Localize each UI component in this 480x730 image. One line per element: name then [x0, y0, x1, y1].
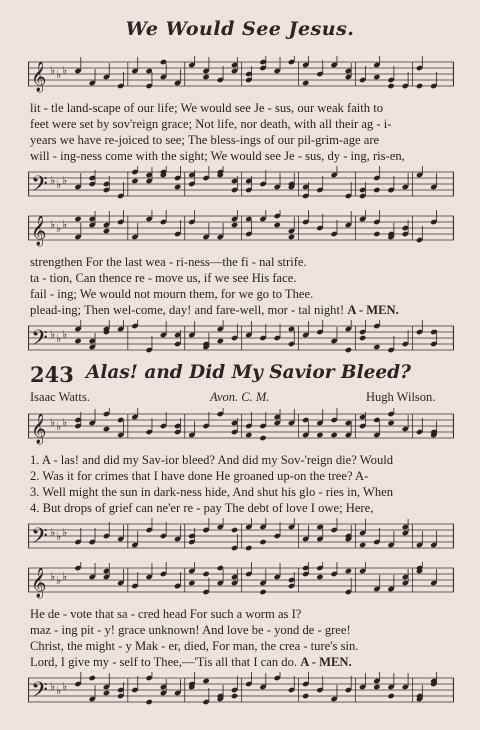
svg-text:𝄢: 𝄢	[31, 172, 48, 202]
svg-text:♭: ♭	[56, 68, 62, 81]
svg-text:𝄞: 𝄞	[31, 216, 47, 246]
svg-text:𝄢: 𝄢	[31, 678, 48, 708]
svg-text:♭: ♭	[62, 218, 68, 231]
lyric-line: 2. Was it for crimes that I have done He groaned up-on the tree? A-	[30, 469, 369, 483]
lyric-text: plead-ing; Then wel-come, day! and fare-well, mor - tal night!	[30, 303, 345, 317]
svg-text:♭: ♭	[50, 64, 56, 77]
svg-text:𝄢: 𝄢	[31, 326, 48, 356]
svg-text:♭: ♭	[50, 526, 56, 539]
lyric-line: maz - ing pit - y! grace unknown! And love be - yond de - gree!	[30, 623, 351, 637]
lyric-line: 4. But drops of grief can ne'er re - pay The debt of love I owe; Here,	[30, 501, 374, 515]
lyric-line: will - ing-ness come with the sight; We would see Je - sus, dy - ing, ris-en,	[30, 149, 405, 163]
svg-text:♭: ♭	[56, 178, 62, 191]
lyric-line: 3. Well might the sun in dark-ness hide, And shut his glo - ries in, When	[30, 485, 394, 499]
lyric-line: Christ, the might - y Mak - er, died, For man, the crea - ture's sin.	[30, 639, 359, 653]
svg-text:𝄞: 𝄞	[31, 568, 47, 598]
svg-text:♭: ♭	[56, 574, 62, 587]
svg-text:♭: ♭	[62, 570, 68, 583]
svg-text:♭: ♭	[50, 570, 56, 583]
lyric-line: lit - tle land-scape of our life; We would see Je - sus, our weak faith to	[30, 101, 384, 115]
svg-text:♭: ♭	[56, 420, 62, 433]
amen-label: A - MEN.	[347, 303, 399, 317]
svg-text:𝄞: 𝄞	[31, 62, 47, 92]
hymn-title: We Would See Jesus.	[125, 18, 355, 40]
lyric-line: 1. A - las! and did my Sav-ior bleed? And did my Sov-'reign die? Would	[30, 453, 394, 467]
svg-text:𝄢: 𝄢	[31, 524, 48, 554]
lyric-line: feet were set by sov'reign grace; Not life, nor death, with all their ag - i-	[30, 117, 392, 131]
lyric-line: fail - ing; We would not mourn them, for we go to Thee.	[30, 287, 314, 301]
lyric-line: He de - vote that sa - cred head For such a worm as I?	[30, 607, 302, 621]
bass-staff	[28, 320, 454, 356]
bass-staff	[28, 166, 454, 202]
svg-text:♭: ♭	[50, 328, 56, 341]
author: Isaac Watts.	[30, 390, 90, 404]
lyric-text: Lord, I give my - self to Thee,—'Tis all that I can do.	[30, 655, 298, 669]
svg-text:♭: ♭	[62, 680, 68, 693]
svg-text:♭: ♭	[62, 328, 68, 341]
svg-text:𝄞: 𝄞	[31, 414, 47, 444]
treble-staff	[28, 562, 454, 600]
svg-text:♭: ♭	[62, 526, 68, 539]
lyric-line: ta - tion, Can thence re - move us, if we see His face.	[30, 271, 297, 285]
hymn-title: Alas! and Did My Savior Bleed?	[86, 362, 411, 383]
svg-text:♭: ♭	[62, 416, 68, 429]
treble-staff	[28, 210, 454, 248]
svg-text:♭: ♭	[50, 416, 56, 429]
lyric-line	[30, 302, 452, 318]
lyric-line: years we have re-joiced to see; The bless-ings of our pil-grim-age are	[30, 133, 380, 147]
svg-text:♭: ♭	[50, 174, 56, 187]
composer: Hugh Wilson.	[366, 390, 436, 404]
svg-text:♭: ♭	[56, 222, 62, 235]
svg-text:♭: ♭	[50, 680, 56, 693]
lyric-line	[30, 654, 452, 670]
amen-label: A - MEN.	[300, 655, 352, 669]
lyric-line: strengthen For the last wea - ri-ness—the fi - nal strife.	[30, 255, 307, 269]
treble-staff	[28, 408, 454, 446]
svg-text:♭: ♭	[56, 332, 62, 345]
svg-text:♭: ♭	[50, 218, 56, 231]
bass-staff	[28, 672, 454, 708]
bass-staff	[28, 518, 454, 554]
hymn-number: 243	[30, 362, 74, 387]
treble-staff	[28, 56, 454, 94]
tune-name: Avon. C. M.	[210, 390, 270, 404]
svg-text:♭: ♭	[62, 64, 68, 77]
svg-text:♭: ♭	[56, 530, 62, 543]
svg-text:♭: ♭	[56, 684, 62, 697]
svg-text:♭: ♭	[62, 174, 68, 187]
